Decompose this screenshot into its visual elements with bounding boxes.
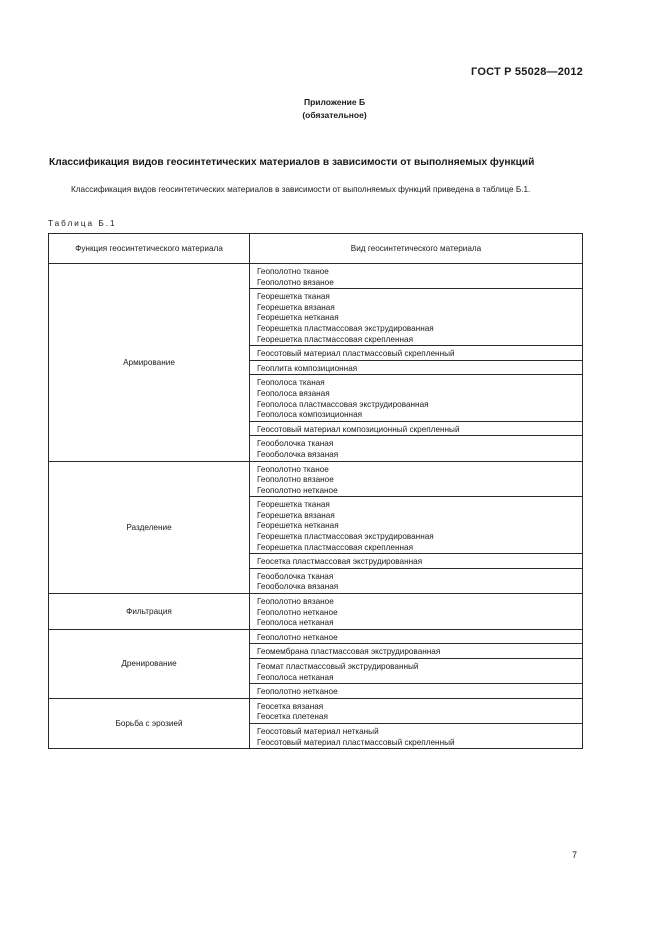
material-item: Геооболочка вязаная	[257, 582, 339, 592]
appendix-status: (обязательное)	[302, 110, 367, 120]
table-row	[49, 594, 583, 630]
material-cell	[250, 723, 583, 748]
table-row	[49, 264, 583, 289]
material-item: Геосетка плетеная	[257, 712, 328, 722]
material-item: Геополоса нетканая	[257, 618, 334, 628]
material-item: Геополоса композиционная	[257, 410, 363, 420]
material-item: Геополотно нетканое	[257, 485, 338, 495]
material-cell	[250, 497, 583, 554]
appendix-block	[0, 96, 661, 122]
material-item: Георешетка вязаная	[257, 510, 335, 520]
material-item: Геополотно тканое	[257, 464, 329, 474]
material-item: Георешетка нетканая	[257, 313, 339, 323]
material-item: Геополотно вязаное	[257, 597, 334, 607]
material-item: Георешетка нетканая	[257, 521, 339, 531]
appendix-title: Приложение Б	[303, 97, 366, 107]
page-number: 7	[571, 850, 577, 860]
table-body	[49, 264, 583, 749]
material-cell	[250, 594, 583, 630]
intro-paragraph: Классификация видов геосинтетических материалов в зависимости от выполняемых функций приведена в таблице Б.1.	[71, 185, 531, 194]
material-item: Геополотно нетканое	[257, 607, 338, 617]
function-cell: Дренирование	[49, 629, 250, 698]
material-item: Георешетка пластмассовая экструдированная	[257, 323, 434, 333]
material-cell	[250, 264, 583, 289]
material-item: Геооболочка тканая	[257, 439, 334, 449]
material-item: Геополоса пластмассовая экструдированная	[257, 399, 429, 409]
function-cell: Разделение	[49, 461, 250, 594]
function-cell: Борьба с эрозией	[49, 698, 250, 748]
material-cell	[250, 461, 583, 497]
table-row	[49, 698, 583, 723]
material-cell	[250, 698, 583, 723]
material-item: Геоплита композиционная	[257, 363, 358, 373]
material-cell	[250, 289, 583, 346]
material-cell	[250, 375, 583, 421]
table-row	[49, 629, 583, 644]
material-item: Георешетка пластмассовая скрепленная	[257, 542, 414, 552]
material-cell	[250, 644, 583, 659]
material-item: Геосотовый материал пластмассовый скрепленный	[257, 349, 455, 359]
material-cell	[250, 346, 583, 361]
function-cell: Армирование	[49, 264, 250, 462]
material-item: Геосотовый материал композиционный скрепленный	[257, 424, 460, 434]
document-standard-number: ГОСТ Р 55028—2012	[471, 66, 583, 78]
material-item: Георешетка тканая	[257, 292, 330, 302]
material-cell	[250, 360, 583, 375]
material-cell	[250, 629, 583, 644]
material-item: Геооболочка тканая	[257, 571, 334, 581]
material-item: Геомат пластмассовый экструдированный	[257, 662, 419, 671]
function-cell: Фильтрация	[49, 594, 250, 630]
table-caption: Таблица Б.1	[48, 219, 117, 228]
material-cell	[250, 684, 583, 699]
material-item: Геополотно тканое	[257, 267, 329, 276]
material-item: Геополотно вязаное	[257, 277, 334, 287]
material-cell	[250, 436, 583, 461]
material-item: Геополотно нетканое	[257, 632, 338, 642]
material-item: Геосетка вязаная	[257, 701, 324, 711]
material-item: Геополотно вязаное	[257, 475, 334, 485]
material-cell	[250, 568, 583, 593]
material-item: Геополоса тканая	[257, 378, 325, 388]
material-item: Геооболочка вязаная	[257, 449, 339, 459]
material-item: Геомембрана пластмассовая экструдированная	[257, 647, 441, 657]
material-cell	[250, 421, 583, 436]
header-function: Функция геосинтетического материала	[49, 234, 250, 264]
material-item: Геополоса вязаная	[257, 388, 330, 398]
material-cell	[250, 554, 583, 569]
material-cell	[250, 659, 583, 684]
material-item: Геосотовый материал пластмассовый скрепленный	[257, 737, 455, 747]
material-item: Георешетка пластмассовая экструдированная	[257, 532, 434, 542]
material-item: Георешетка вязаная	[257, 302, 335, 312]
table-header-row	[49, 234, 583, 264]
material-item: Геосетка пластмассовая экструдированная	[257, 557, 423, 567]
section-heading: Классификация видов геосинтетических материалов в зависимости от выполняемых функций	[49, 157, 535, 168]
material-item: Георешетка тканая	[257, 500, 330, 510]
table-row	[49, 461, 583, 497]
classification-table	[48, 233, 583, 749]
material-item: Геополотно нетканое	[257, 687, 338, 697]
material-item: Георешетка пластмассовая скрепленная	[257, 334, 414, 344]
material-item: Геосотовый материал нетканый	[257, 726, 379, 736]
header-material: Вид геосинтетического материала	[250, 234, 583, 264]
material-item: Геополоса нетканая	[257, 672, 334, 682]
